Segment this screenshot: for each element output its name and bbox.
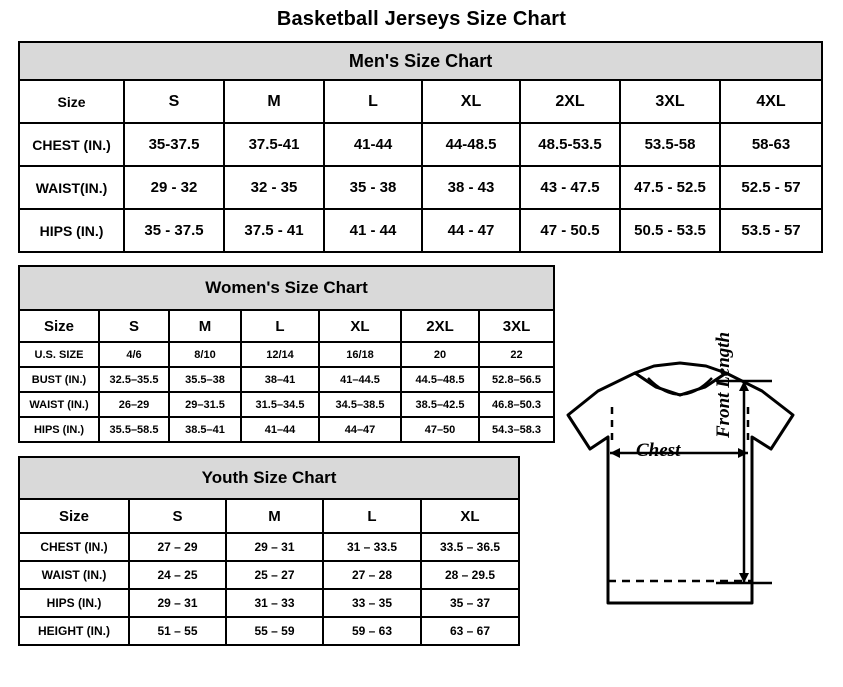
table-cell: 32 - 35 (224, 166, 324, 209)
column-header: 4XL (720, 80, 822, 123)
column-header: L (324, 80, 422, 123)
column-header: L (323, 499, 421, 533)
row-label: HIPS (IN.) (19, 589, 129, 617)
table-cell: 47–50 (401, 417, 479, 442)
table-cell: 27 – 29 (129, 533, 226, 561)
row-label: WAIST (IN.) (19, 561, 129, 589)
table-cell: 35-37.5 (124, 123, 224, 166)
column-header: 3XL (620, 80, 720, 123)
table-cell: 46.8–50.3 (479, 392, 554, 417)
table-cell: 41–44.5 (319, 367, 401, 392)
column-header: 3XL (479, 310, 554, 342)
table-cell: 33.5 – 36.5 (421, 533, 519, 561)
table-cell: 38.5–42.5 (401, 392, 479, 417)
table-cell: 35 - 37.5 (124, 209, 224, 252)
column-header: S (99, 310, 169, 342)
table-cell: 50.5 - 53.5 (620, 209, 720, 252)
column-header: M (224, 80, 324, 123)
table-cell: 29 - 32 (124, 166, 224, 209)
page-title: Basketball Jerseys Size Chart (276, 8, 567, 30)
table-row (19, 166, 822, 209)
table-cell: 16/18 (319, 342, 401, 367)
table-cell: 37.5-41 (224, 123, 324, 166)
table-cell: 63 – 67 (421, 617, 519, 645)
row-label: HEIGHT (IN.) (19, 617, 129, 645)
table-cell: 37.5 - 41 (224, 209, 324, 252)
table-row (19, 392, 554, 417)
table-cell: 12/14 (241, 342, 319, 367)
table-cell: 31 – 33 (226, 589, 323, 617)
table-cell: 55 – 59 (226, 617, 323, 645)
table-cell: 20 (401, 342, 479, 367)
table-cell: 31.5–34.5 (241, 392, 319, 417)
table-cell: 38.5–41 (169, 417, 241, 442)
table-row (19, 417, 554, 442)
table-row (19, 589, 519, 617)
table-caption-row (19, 457, 519, 499)
column-header: M (169, 310, 241, 342)
youth-chart-caption: Youth Size Chart (19, 457, 519, 499)
table-cell: 53.5-58 (620, 123, 720, 166)
table-cell: 28 – 29.5 (421, 561, 519, 589)
mens-chart-caption: Men's Size Chart (19, 42, 822, 80)
column-header: M (226, 499, 323, 533)
column-header: S (129, 499, 226, 533)
table-header-row (19, 80, 822, 123)
table-row (19, 342, 554, 367)
table-cell: 25 – 27 (226, 561, 323, 589)
chest-measure-label: Chest (636, 440, 681, 461)
table-cell: 8/10 (169, 342, 241, 367)
row-label: U.S. SIZE (19, 342, 99, 367)
column-header: S (124, 80, 224, 123)
table-caption-row (19, 42, 822, 80)
womens-size-chart-table (18, 265, 555, 443)
column-header: XL (422, 80, 520, 123)
table-cell: 41-44 (324, 123, 422, 166)
table-cell: 44.5–48.5 (401, 367, 479, 392)
table-cell: 47.5 - 52.5 (620, 166, 720, 209)
table-row (19, 617, 519, 645)
row-label: HIPS (IN.) (19, 209, 124, 252)
row-label: WAIST(IN.) (19, 166, 124, 209)
table-cell: 47 - 50.5 (520, 209, 620, 252)
table-cell: 32.5–35.5 (99, 367, 169, 392)
mens-size-chart-table (18, 41, 823, 253)
table-cell: 44-48.5 (422, 123, 520, 166)
table-row (19, 533, 519, 561)
table-row (19, 367, 554, 392)
table-cell: 29 – 31 (226, 533, 323, 561)
row-label: WAIST (IN.) (19, 392, 99, 417)
table-cell: 33 – 35 (323, 589, 421, 617)
table-row (19, 561, 519, 589)
table-cell: 54.3–58.3 (479, 417, 554, 442)
table-cell: 31 – 33.5 (323, 533, 421, 561)
table-cell: 24 – 25 (129, 561, 226, 589)
table-cell: 51 – 55 (129, 617, 226, 645)
table-cell: 58-63 (720, 123, 822, 166)
table-row (19, 209, 822, 252)
column-header: XL (319, 310, 401, 342)
table-cell: 53.5 - 57 (720, 209, 822, 252)
table-cell: 35.5–58.5 (99, 417, 169, 442)
table-cell: 29 – 31 (129, 589, 226, 617)
column-header: Size (19, 80, 124, 123)
table-cell: 44 - 47 (422, 209, 520, 252)
table-cell: 52.8–56.5 (479, 367, 554, 392)
youth-size-chart-table (18, 456, 520, 646)
table-cell: 44–47 (319, 417, 401, 442)
column-header: Size (19, 310, 99, 342)
row-label: CHEST (IN.) (19, 533, 129, 561)
table-cell: 34.5–38.5 (319, 392, 401, 417)
table-cell: 38–41 (241, 367, 319, 392)
column-header: L (241, 310, 319, 342)
front-length-measure-label: Front Length (713, 331, 734, 438)
womens-chart-caption: Women's Size Chart (19, 266, 554, 310)
table-cell: 59 – 63 (323, 617, 421, 645)
table-cell: 29–31.5 (169, 392, 241, 417)
table-cell: 48.5-53.5 (520, 123, 620, 166)
table-cell: 22 (479, 342, 554, 367)
table-cell: 4/6 (99, 342, 169, 367)
row-label: BUST (IN.) (19, 367, 99, 392)
jersey-measurement-diagram (540, 353, 830, 673)
table-cell: 35 - 38 (324, 166, 422, 209)
table-cell: 41 - 44 (324, 209, 422, 252)
table-cell: 35.5–38 (169, 367, 241, 392)
column-header: 2XL (520, 80, 620, 123)
table-header-row (19, 310, 554, 342)
column-header: 2XL (401, 310, 479, 342)
table-caption-row (19, 266, 554, 310)
table-row (19, 123, 822, 166)
column-header: XL (421, 499, 519, 533)
table-cell: 26–29 (99, 392, 169, 417)
column-header: Size (19, 499, 129, 533)
jersey-outline (568, 373, 793, 603)
table-cell: 52.5 - 57 (720, 166, 822, 209)
table-cell: 27 – 28 (323, 561, 421, 589)
table-cell: 38 - 43 (422, 166, 520, 209)
table-cell: 35 – 37 (421, 589, 519, 617)
row-label: CHEST (IN.) (19, 123, 124, 166)
table-cell: 43 - 47.5 (520, 166, 620, 209)
table-cell: 41–44 (241, 417, 319, 442)
row-label: HIPS (IN.) (19, 417, 99, 442)
table-header-row (19, 499, 519, 533)
